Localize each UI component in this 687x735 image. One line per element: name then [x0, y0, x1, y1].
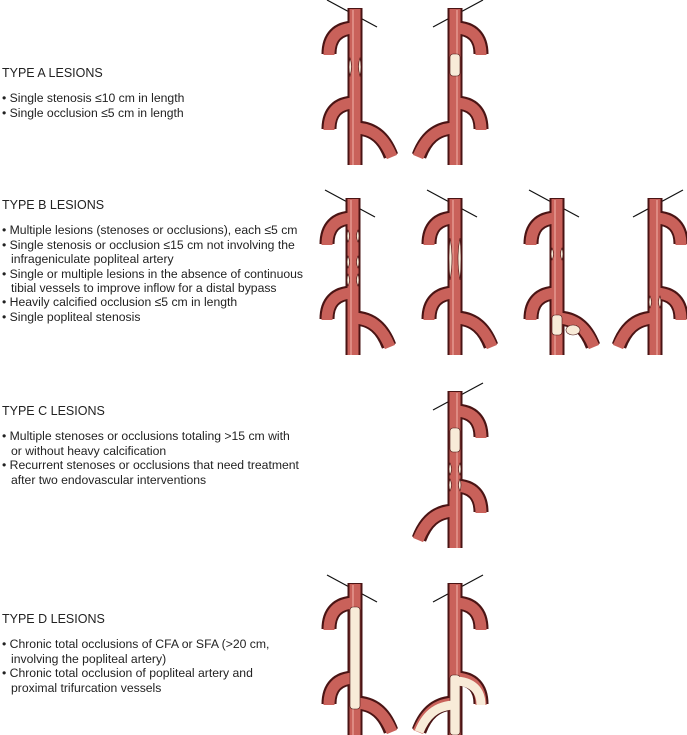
vessel-type-b-single-long — [427, 190, 492, 355]
vessel-type-b-calcified — [529, 190, 594, 355]
vessel-type-a-stenosis — [327, 0, 392, 165]
section-title: TYPE D LESIONS — [2, 612, 105, 626]
section-title: TYPE A LESIONS — [2, 66, 103, 80]
bullet: • Single stenosis ≤10 cm in length — [2, 91, 312, 105]
bullet: • Chronic total occlusion of popliteal artery and proximal trifurcation vessels — [2, 666, 292, 695]
bullet: • Multiple stenoses or occlusions totaling >15 cm with or without heavy calcification — [2, 429, 302, 458]
bullet: • Multiple lesions (stenoses or occlusions), each ≤5 cm — [2, 223, 307, 237]
bullet: • Single or multiple lesions in the absence of continuous tibial vessels to improve inflow for a distal bypass — [2, 267, 307, 296]
vessel-type-d-popliteal-occlusion — [418, 575, 483, 735]
section-title: TYPE B LESIONS — [2, 198, 105, 212]
bullet: • Single occlusion ≤5 cm in length — [2, 106, 312, 120]
bullet: • Recurrent stenoses or occlusions that need treatment after two endovascular interventions — [2, 458, 302, 487]
vessel-type-b-multiple — [325, 190, 390, 355]
bullet: • Chronic total occlusions of CFA or SFA (>20 cm, involving the popliteal artery) — [2, 637, 292, 666]
bullet: • Single stenosis or occlusion ≤15 cm not involving the infrageniculate popliteal artery — [2, 238, 307, 267]
vessel-type-a-occlusion — [418, 0, 483, 165]
bullet: • Heavily calcified occlusion ≤5 cm in length — [2, 295, 307, 309]
bullet: • Single popliteal stenosis — [2, 310, 307, 324]
vessel-type-d-sfa-occlusion — [327, 575, 392, 735]
section-title: TYPE C LESIONS — [2, 404, 105, 418]
vessel-type-c-multiple — [418, 383, 483, 548]
vessel-type-b-popliteal — [618, 190, 683, 355]
